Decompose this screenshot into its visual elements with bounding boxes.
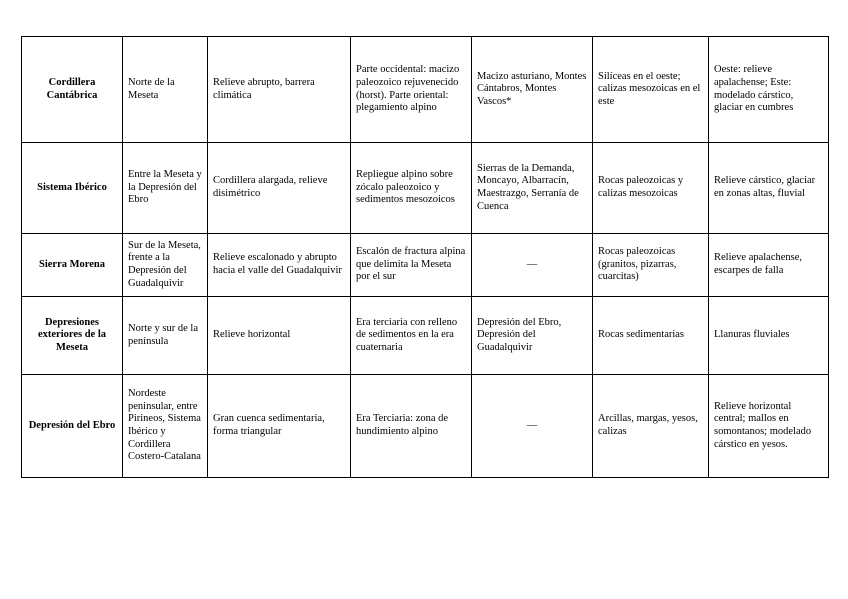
relief-cell: Relieve abrupto, barrera climática — [208, 37, 351, 143]
unit-name-cell: Depresiones exteriores de la Meseta — [22, 297, 123, 375]
rocks-cell: Silíceas en el oeste; calizas mesozoicas en el este — [593, 37, 709, 143]
unit-name-cell: Sistema Ibérico — [22, 143, 123, 234]
origin-cell: Era terciaria con relleno de sedimentos en la era cuaternaria — [351, 297, 472, 375]
modeling-cell: Oeste: relieve apalachense; Este: modelado cárstico, glaciar en cumbres — [709, 37, 829, 143]
unit-name-cell: Sierra Morena — [22, 234, 123, 297]
relief-cell: Relieve horizontal — [208, 297, 351, 375]
relief-units-table — [21, 36, 829, 478]
location-cell: Sur de la Meseta, frente a la Depresión del Guadalquivir — [123, 234, 208, 297]
table-row — [22, 234, 829, 297]
table-row — [22, 297, 829, 375]
table-row — [22, 375, 829, 478]
rocks-cell: Rocas paleozoicas (granitos, pizarras, cuarcitas) — [593, 234, 709, 297]
origin-cell: Repliegue alpino sobre zócalo paleozoico y sedimentos mesozoicos — [351, 143, 472, 234]
location-cell: Norte y sur de la península — [123, 297, 208, 375]
origin-cell: Escalón de fractura alpina que delimita la Meseta por el sur — [351, 234, 472, 297]
rocks-cell: Rocas paleozoicas y calizas mesozoicas — [593, 143, 709, 234]
sub-units-cell: — — [472, 375, 593, 478]
relief-cell: Gran cuenca sedimentaria, forma triangular — [208, 375, 351, 478]
rocks-cell: Rocas sedimentarias — [593, 297, 709, 375]
unit-name-cell: Depresión del Ebro — [22, 375, 123, 478]
origin-cell: Era Terciaria: zona de hundimiento alpino — [351, 375, 472, 478]
modeling-cell: Relieve apalachense, escarpes de falla — [709, 234, 829, 297]
location-cell: Nordeste peninsular, entre Pirineos, Sistema Ibérico y Cordillera Costero-Catalana — [123, 375, 208, 478]
sub-units-cell: Sierras de la Demanda, Moncayo, Albarracín, Maestrazgo, Serranía de Cuenca — [472, 143, 593, 234]
sub-units-cell: Depresión del Ebro, Depresión del Guadalquivir — [472, 297, 593, 375]
relief-cell: Relieve escalonado y abrupto hacia el valle del Guadalquivir — [208, 234, 351, 297]
modeling-cell: Llanuras fluviales — [709, 297, 829, 375]
location-cell: Entre la Meseta y la Depresión del Ebro — [123, 143, 208, 234]
rocks-cell: Arcillas, margas, yesos, calizas — [593, 375, 709, 478]
unit-name-cell: Cordillera Cantábrica — [22, 37, 123, 143]
modeling-cell: Relieve cárstico, glaciar en zonas altas, fluvial — [709, 143, 829, 234]
origin-cell: Parte occidental: macizo paleozoico rejuvenecido (horst). Parte oriental: plegamiento alpino — [351, 37, 472, 143]
sub-units-cell: — — [472, 234, 593, 297]
table-row — [22, 143, 829, 234]
modeling-cell: Relieve horizontal central; mallos en somontanos; modelado cárstico en yesos. — [709, 375, 829, 478]
location-cell: Norte de la Meseta — [123, 37, 208, 143]
sub-units-cell: Macizo asturiano, Montes Cántabros, Montes Vascos* — [472, 37, 593, 143]
table-row — [22, 37, 829, 143]
relief-cell: Cordillera alargada, relieve disimétrico — [208, 143, 351, 234]
